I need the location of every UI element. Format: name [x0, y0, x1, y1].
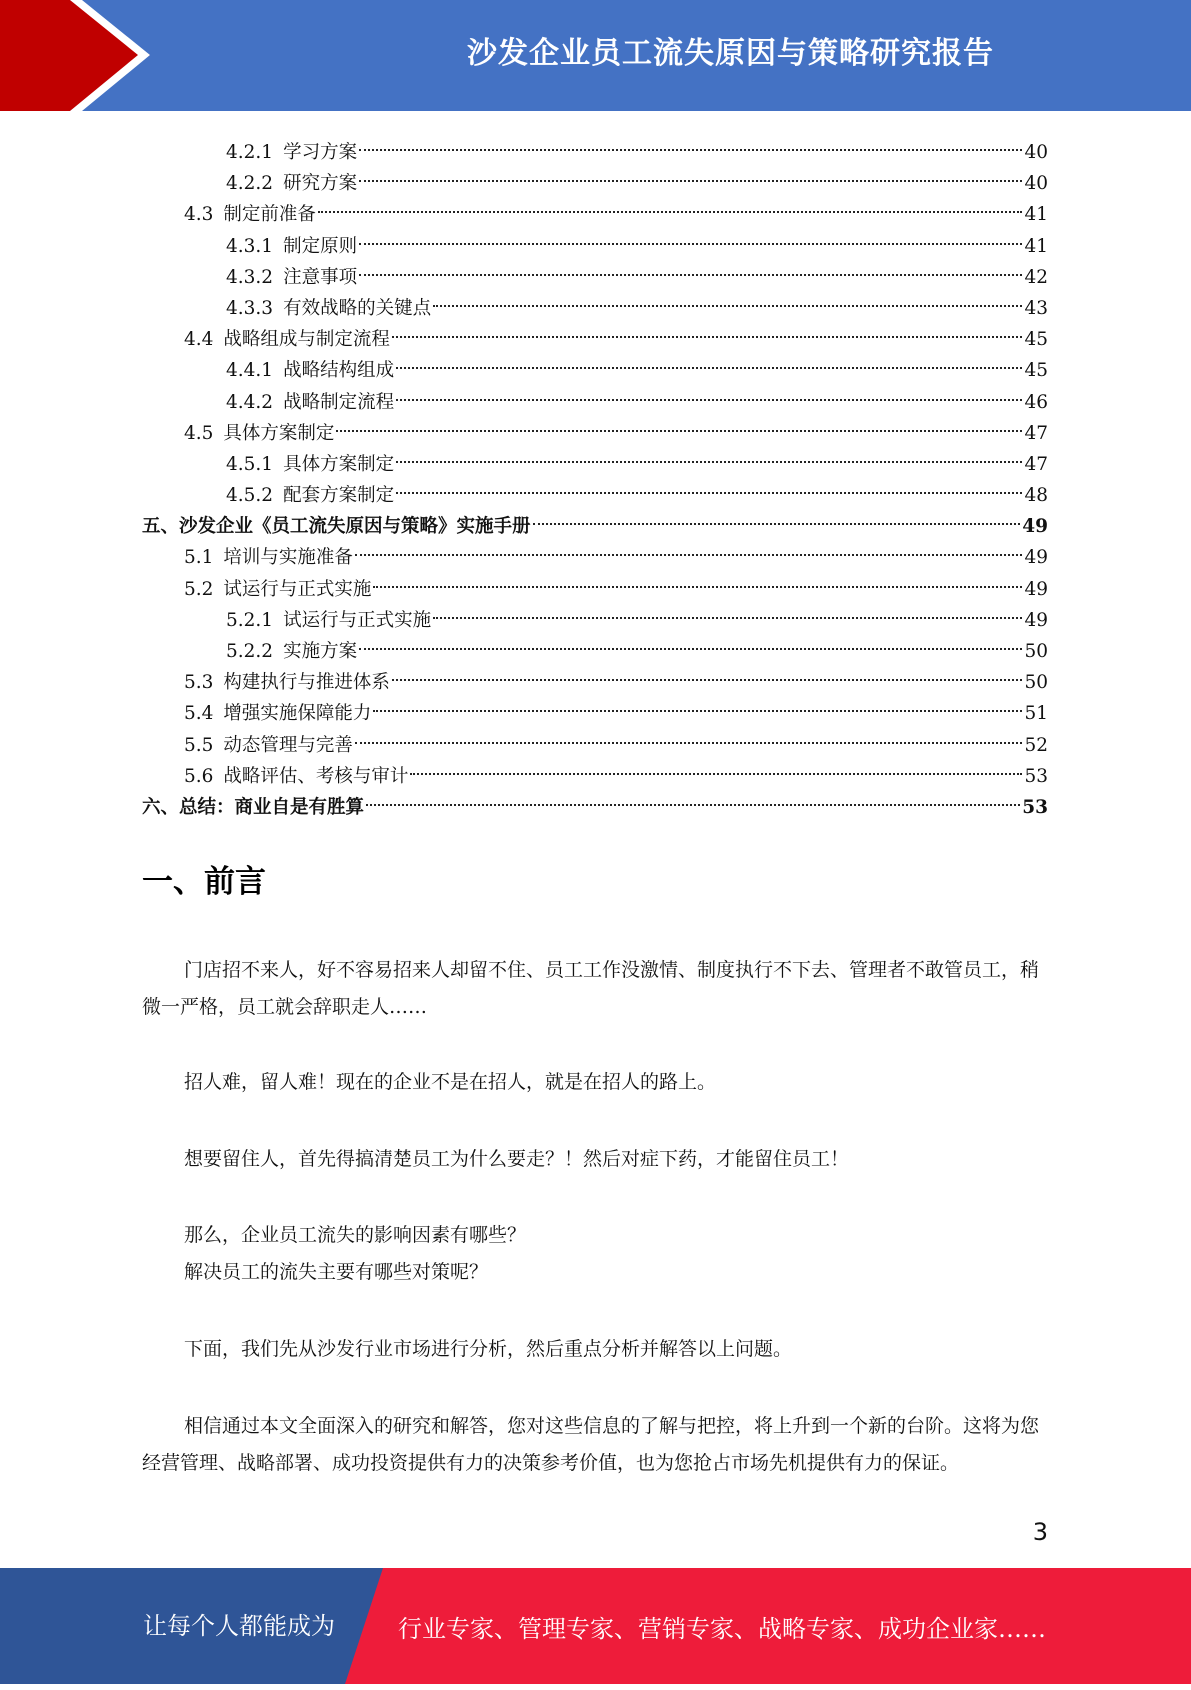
toc-entry-number: 5.2.2 — [226, 641, 274, 662]
toc-entry-number: 4.2.1 — [226, 142, 274, 163]
toc-entry-page: 49 — [1022, 516, 1048, 538]
toc-entry-page: 45 — [1024, 329, 1048, 351]
toc-entry-title: 培训与实施准备 — [223, 547, 353, 569]
toc-dot-leader — [392, 657, 1023, 688]
toc-entry-title: 战略评估、考核与审计 — [223, 765, 409, 787]
paragraph: 那么，企业员工流失的影响因素有哪些？ — [184, 1224, 527, 1246]
toc-entry-title: 动态管理与完善 — [223, 734, 353, 756]
toc-entry-number: 5.3 — [184, 672, 214, 694]
toc-entry-number: 4.5.2 — [226, 485, 274, 507]
toc-entry-page: 52 — [1024, 734, 1048, 756]
toc-dot-leader — [396, 470, 1022, 501]
footer-slogan-left: 让每个人都能成为 — [143, 1612, 335, 1640]
toc-dot-leader — [318, 189, 1023, 220]
toc-dot-leader — [433, 595, 1022, 626]
section-heading: 一、前言 — [142, 864, 266, 900]
toc-entry-number: 5.5 — [184, 734, 214, 756]
toc-entry-page: 53 — [1022, 796, 1048, 818]
toc-dot-leader — [533, 501, 1021, 532]
toc-entry[interactable] — [142, 501, 1048, 538]
toc-entry-number: 5.1 — [184, 547, 214, 569]
toc-entry-page: 49 — [1024, 578, 1048, 600]
toc-entry-number: 4.4.2 — [226, 391, 274, 413]
toc-entry-title: 注意事项 — [283, 266, 358, 288]
paragraph: 下面，我们先从沙发行业市场进行分析，然后重点分析并解答以上问题。 — [184, 1338, 793, 1360]
toc-entry-page: 41 — [1024, 204, 1048, 226]
toc-entry-page: 47 — [1024, 453, 1048, 475]
toc-entry-number: 5.2 — [184, 578, 214, 600]
toc-entry-title: 战略组成与制定流程 — [223, 329, 390, 351]
toc-entry[interactable] — [142, 252, 1048, 288]
toc-entry-number: 5.2.1 — [226, 609, 274, 631]
toc-entry-number: 5.4 — [184, 703, 214, 725]
paragraph: 想要留住人，首先得搞清楚员工为什么要走？！然后对症下药，才能留住员工！ — [184, 1148, 850, 1170]
paragraph: 相信通过本文全面深入的研究和解答，您对这些信息的了解与把控，将上升到一个新的台阶。这将为您经营管理、战略部署、成功投资提供有力的决策参考价值，也为您抢占市场先机提供有力的保证。 — [142, 1415, 1040, 1474]
paragraph: 解决员工的流失主要有哪些对策呢？ — [184, 1261, 489, 1283]
paragraph: 门店招不来人，好不容易招来人却留不住、员工工作没激情、制度执行不下去、管理者不敢管员工，稍微一严格，员工就会辞职走人…… — [142, 959, 1040, 1018]
toc-entry-number: 4.3 — [184, 204, 214, 226]
toc-dot-leader — [410, 751, 1022, 782]
toc-dot-leader — [396, 377, 1022, 408]
page-header — [0, 0, 1191, 111]
toc-entry-number: 4.2.2 — [226, 173, 274, 195]
toc-entry-page: 47 — [1024, 422, 1048, 444]
toc-entry-title: 战略结构组成 — [283, 360, 395, 382]
toc-entry-page: 46 — [1024, 391, 1048, 413]
toc-entry-title: 战略制定流程 — [283, 391, 395, 413]
toc-entry-number: 4.3.2 — [226, 266, 274, 288]
toc-entry[interactable] — [142, 283, 1048, 319]
toc-entry-title: 六、总结：商业自是有胜算 — [142, 796, 365, 818]
toc-entry-page: 51 — [1024, 703, 1048, 725]
header-corner-decoration — [0, 0, 160, 111]
toc-entry-number: 4.5.1 — [226, 453, 274, 475]
paragraph: 招人难，留人难！现在的企业不是在招人，就是在招人的路上。 — [184, 1071, 717, 1093]
toc-entry[interactable] — [142, 626, 1048, 662]
toc-dot-leader — [355, 532, 1023, 563]
toc-entry-page: 48 — [1024, 485, 1048, 507]
toc-entry-page: 45 — [1024, 360, 1048, 382]
toc-entry-title: 增强实施保障能力 — [223, 703, 372, 725]
document-title: 沙发企业员工流失原因与策略研究报告 — [467, 36, 994, 71]
toc-dot-leader — [366, 782, 1020, 813]
toc-entry[interactable] — [142, 189, 1048, 226]
toc-entry-page: 49 — [1024, 609, 1048, 631]
toc-entry-page: 41 — [1024, 235, 1048, 257]
toc-dot-leader — [373, 564, 1022, 595]
toc-entry-title: 具体方案制定 — [283, 453, 395, 475]
toc-dot-leader — [336, 408, 1022, 439]
toc-entry[interactable] — [142, 127, 1048, 163]
toc-entry-number: 5.6 — [184, 765, 214, 787]
toc-dot-leader — [359, 626, 1022, 657]
toc-dot-leader — [355, 720, 1023, 751]
toc-entry[interactable] — [142, 377, 1048, 413]
toc-dot-leader — [396, 345, 1022, 376]
toc-dot-leader — [392, 314, 1023, 345]
toc-entry-title: 试运行与正式实施 — [283, 609, 432, 631]
toc-entry-number: 4.3.1 — [226, 235, 274, 257]
toc-entry-number: 4.4.1 — [226, 360, 274, 382]
toc-entry-page: 42 — [1024, 266, 1048, 288]
toc-entry[interactable] — [142, 470, 1048, 507]
toc-dot-leader — [373, 688, 1022, 719]
toc-entry[interactable] — [142, 408, 1048, 444]
toc-dot-leader — [396, 439, 1022, 470]
toc-entry[interactable] — [142, 158, 1048, 195]
toc-entry[interactable] — [142, 314, 1048, 351]
toc-entry-title: 研究方案 — [283, 173, 358, 195]
toc-entry-page: 40 — [1024, 142, 1048, 163]
toc-dot-leader — [359, 158, 1022, 189]
toc-dot-leader — [433, 283, 1022, 314]
toc-entry-title: 制定原则 — [283, 235, 358, 257]
toc-entry-page: 43 — [1024, 297, 1048, 319]
toc-entry-title: 实施方案 — [283, 641, 358, 662]
table-of-contents — [142, 127, 1048, 818]
page-number: 3 — [1032, 1518, 1048, 1546]
toc-entry-page: 40 — [1024, 173, 1048, 195]
toc-entry-title: 构建执行与推进体系 — [223, 672, 390, 694]
footer-slogan-right: 行业专家、管理专家、营销专家、战略专家、成功企业家…… — [398, 1615, 1046, 1643]
toc-entry-page: 50 — [1024, 672, 1048, 694]
toc-entry-page: 49 — [1024, 547, 1048, 569]
toc-entry-title: 五、沙发企业《员工流失原因与策略》实施手册 — [142, 516, 531, 538]
toc-entry-title: 学习方案 — [283, 142, 358, 163]
toc-entry[interactable] — [142, 657, 1048, 694]
toc-entry-title: 有效战略的关键点 — [283, 297, 432, 319]
toc-entry-page: 53 — [1024, 765, 1048, 787]
toc-dot-leader — [359, 127, 1022, 158]
toc-entry-page: 50 — [1024, 641, 1048, 662]
toc-entry-number: 4.4 — [184, 329, 214, 351]
toc-dot-leader — [359, 252, 1022, 283]
page-footer — [0, 1568, 1191, 1684]
toc-entry-title: 制定前准备 — [223, 204, 316, 226]
toc-entry-number: 4.5 — [184, 422, 214, 444]
toc-dot-leader — [359, 221, 1022, 252]
toc-entry-title: 具体方案制定 — [223, 422, 335, 444]
toc-entry-title: 配套方案制定 — [283, 485, 395, 507]
toc-entry-number: 4.3.3 — [226, 297, 274, 319]
toc-entry-title: 试运行与正式实施 — [223, 578, 372, 600]
